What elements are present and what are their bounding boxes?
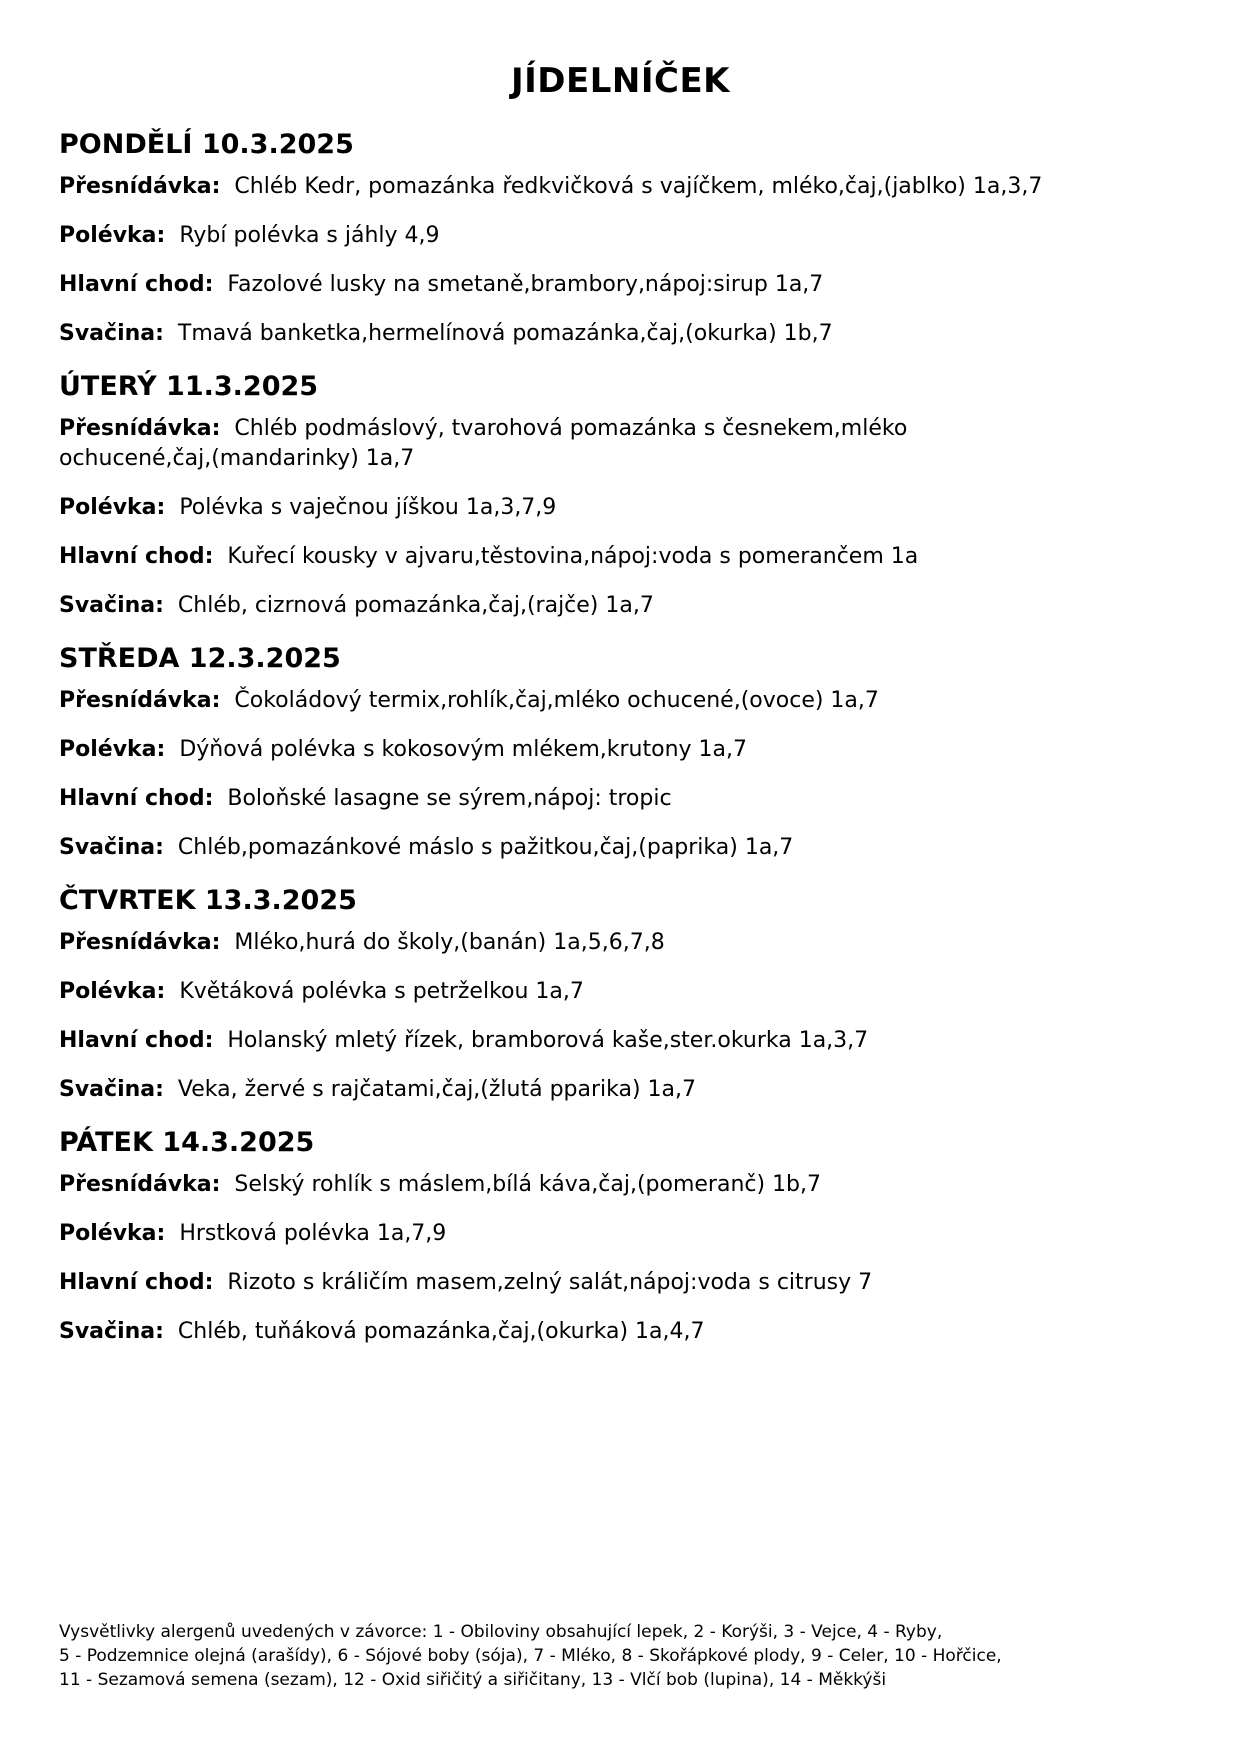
meal-label: Hlavní chod: — [59, 1270, 214, 1295]
meal-text: Fazolové lusky na smetaně,brambory,nápoj:sirup 1a,7 — [227, 272, 824, 297]
meal-main-course — [59, 784, 1179, 814]
meal-breakfast — [59, 172, 1179, 202]
meal-breakfast — [59, 414, 919, 474]
day-section-friday — [59, 1124, 1179, 1347]
meal-snack — [59, 319, 1179, 349]
meal-breakfast — [59, 686, 1179, 716]
meal-label: Hlavní chod: — [59, 544, 214, 569]
day-heading: ÚTERÝ 11.3.2025 — [59, 371, 319, 402]
meal-text: Mléko,hurá do školy,(banán) 1a,5,6,7,8 — [234, 930, 665, 955]
meal-soup — [59, 493, 1179, 523]
meal-label: Přesnídávka: — [59, 416, 221, 441]
meal-text: Rybí polévka s jáhly 4,9 — [179, 223, 440, 248]
meal-breakfast — [59, 1170, 1179, 1200]
day-heading: PONDĚLÍ 10.3.2025 — [59, 129, 354, 160]
day-section-tuesday — [59, 368, 1179, 621]
allergen-legend — [59, 1620, 1199, 1692]
meal-label: Svačina: — [59, 321, 164, 346]
meal-text: Hrstková polévka 1a,7,9 — [179, 1221, 447, 1246]
meal-text: Rizoto s králičím masem,zelný salát,nápoj:voda s citrusy 7 — [227, 1270, 873, 1295]
meal-breakfast — [59, 928, 1179, 958]
meal-text: Čokoládový termix,rohlík,čaj,mléko ochucené,(ovoce) 1a,7 — [234, 688, 879, 713]
meal-text: Chléb,pomazánkové máslo s pažitkou,čaj,(paprika) 1a,7 — [177, 835, 794, 860]
meal-text: Dýňová polévka s kokosovým mlékem,krutony 1a,7 — [179, 737, 748, 762]
page-title: JÍDELNÍČEK — [510, 61, 731, 101]
meal-snack — [59, 833, 1179, 863]
meal-text: Veka, žervé s rajčatami,čaj,(žlutá pparika) 1a,7 — [177, 1077, 697, 1102]
meal-label: Přesnídávka: — [59, 1172, 221, 1197]
meal-text: Květáková polévka s petrželkou 1a,7 — [179, 979, 584, 1004]
day-heading: STŘEDA 12.3.2025 — [59, 643, 341, 674]
allergen-legend-line: Vysvětlivky alergenů uvedených v závorce: 1 - Obiloviny obsahující lepek, 2 - Korýši, 3 - Vejce, 4 - Ryby, — [59, 1622, 943, 1642]
meal-label: Svačina: — [59, 1077, 164, 1102]
meal-soup — [59, 221, 1179, 251]
meal-text: Tmavá banketka,hermelínová pomazánka,čaj,(okurka) 1b,7 — [177, 321, 833, 346]
meal-label: Hlavní chod: — [59, 1028, 214, 1053]
meal-text: Selský rohlík s máslem,bílá káva,čaj,(pomeranč) 1b,7 — [234, 1172, 822, 1197]
meal-text: Kuřecí kousky v ajvaru,těstovina,nápoj:voda s pomerančem 1a — [227, 544, 919, 569]
meal-text: Chléb Kedr, pomazánka ředkvičková s vajíčkem, mléko,čaj,(jablko) 1a,3,7 — [234, 174, 1043, 199]
day-section-monday — [59, 126, 1179, 349]
meal-label: Přesnídávka: — [59, 930, 221, 955]
day-section-wednesday — [59, 640, 1179, 863]
meal-label: Přesnídávka: — [59, 174, 221, 199]
days-list — [59, 126, 1179, 1366]
day-heading: ČTVRTEK 13.3.2025 — [59, 885, 357, 916]
meal-snack — [59, 1317, 1179, 1347]
meal-label: Svačina: — [59, 835, 164, 860]
meal-text: Holanský mletý řízek, bramborová kaše,ster.okurka 1a,3,7 — [227, 1028, 869, 1053]
meal-label: Hlavní chod: — [59, 272, 214, 297]
meal-main-course — [59, 542, 1179, 572]
meal-soup — [59, 977, 1179, 1007]
allergen-legend-line: 11 - Sezamová semena (sezam), 12 - Oxid siřičitý a siřičitany, 13 - Vlčí bob (lupina), 14 - Měkkýši — [59, 1670, 887, 1690]
meal-label: Polévka: — [59, 737, 166, 762]
day-section-thursday — [59, 882, 1179, 1105]
meal-label: Svačina: — [59, 593, 164, 618]
meal-text: Boloňské lasagne se sýrem,nápoj: tropic — [227, 786, 672, 811]
day-heading: PÁTEK 14.3.2025 — [59, 1127, 315, 1158]
meal-soup — [59, 1219, 1179, 1249]
meal-soup — [59, 735, 1179, 765]
meal-text: Chléb, cizrnová pomazánka,čaj,(rajče) 1a,7 — [177, 593, 654, 618]
meal-text: Polévka s vaječnou jíškou 1a,3,7,9 — [179, 495, 557, 520]
meal-text: Chléb, tuňáková pomazánka,čaj,(okurka) 1a,4,7 — [177, 1319, 705, 1344]
meal-main-course — [59, 1026, 1179, 1056]
meal-label: Polévka: — [59, 1221, 166, 1246]
meal-label: Polévka: — [59, 223, 166, 248]
meal-label: Přesnídávka: — [59, 688, 221, 713]
meal-snack — [59, 1075, 1179, 1105]
allergen-legend-line: 5 - Podzemnice olejná (arašídy), 6 - Sójové boby (sója), 7 - Mléko, 8 - Skořápkové plody, 9 - Celer, 10 - Hořčice, — [59, 1646, 1002, 1666]
meal-main-course — [59, 270, 1179, 300]
meal-text: Chléb podmáslový, tvarohová pomazánka s česnekem,mléko ochucené,čaj,(mandarinky) 1a,7 — [59, 416, 908, 471]
meal-main-course — [59, 1268, 1179, 1298]
meal-label: Hlavní chod: — [59, 786, 214, 811]
meal-label: Svačina: — [59, 1319, 164, 1344]
meal-label: Polévka: — [59, 979, 166, 1004]
meal-snack — [59, 591, 1179, 621]
meal-label: Polévka: — [59, 495, 166, 520]
